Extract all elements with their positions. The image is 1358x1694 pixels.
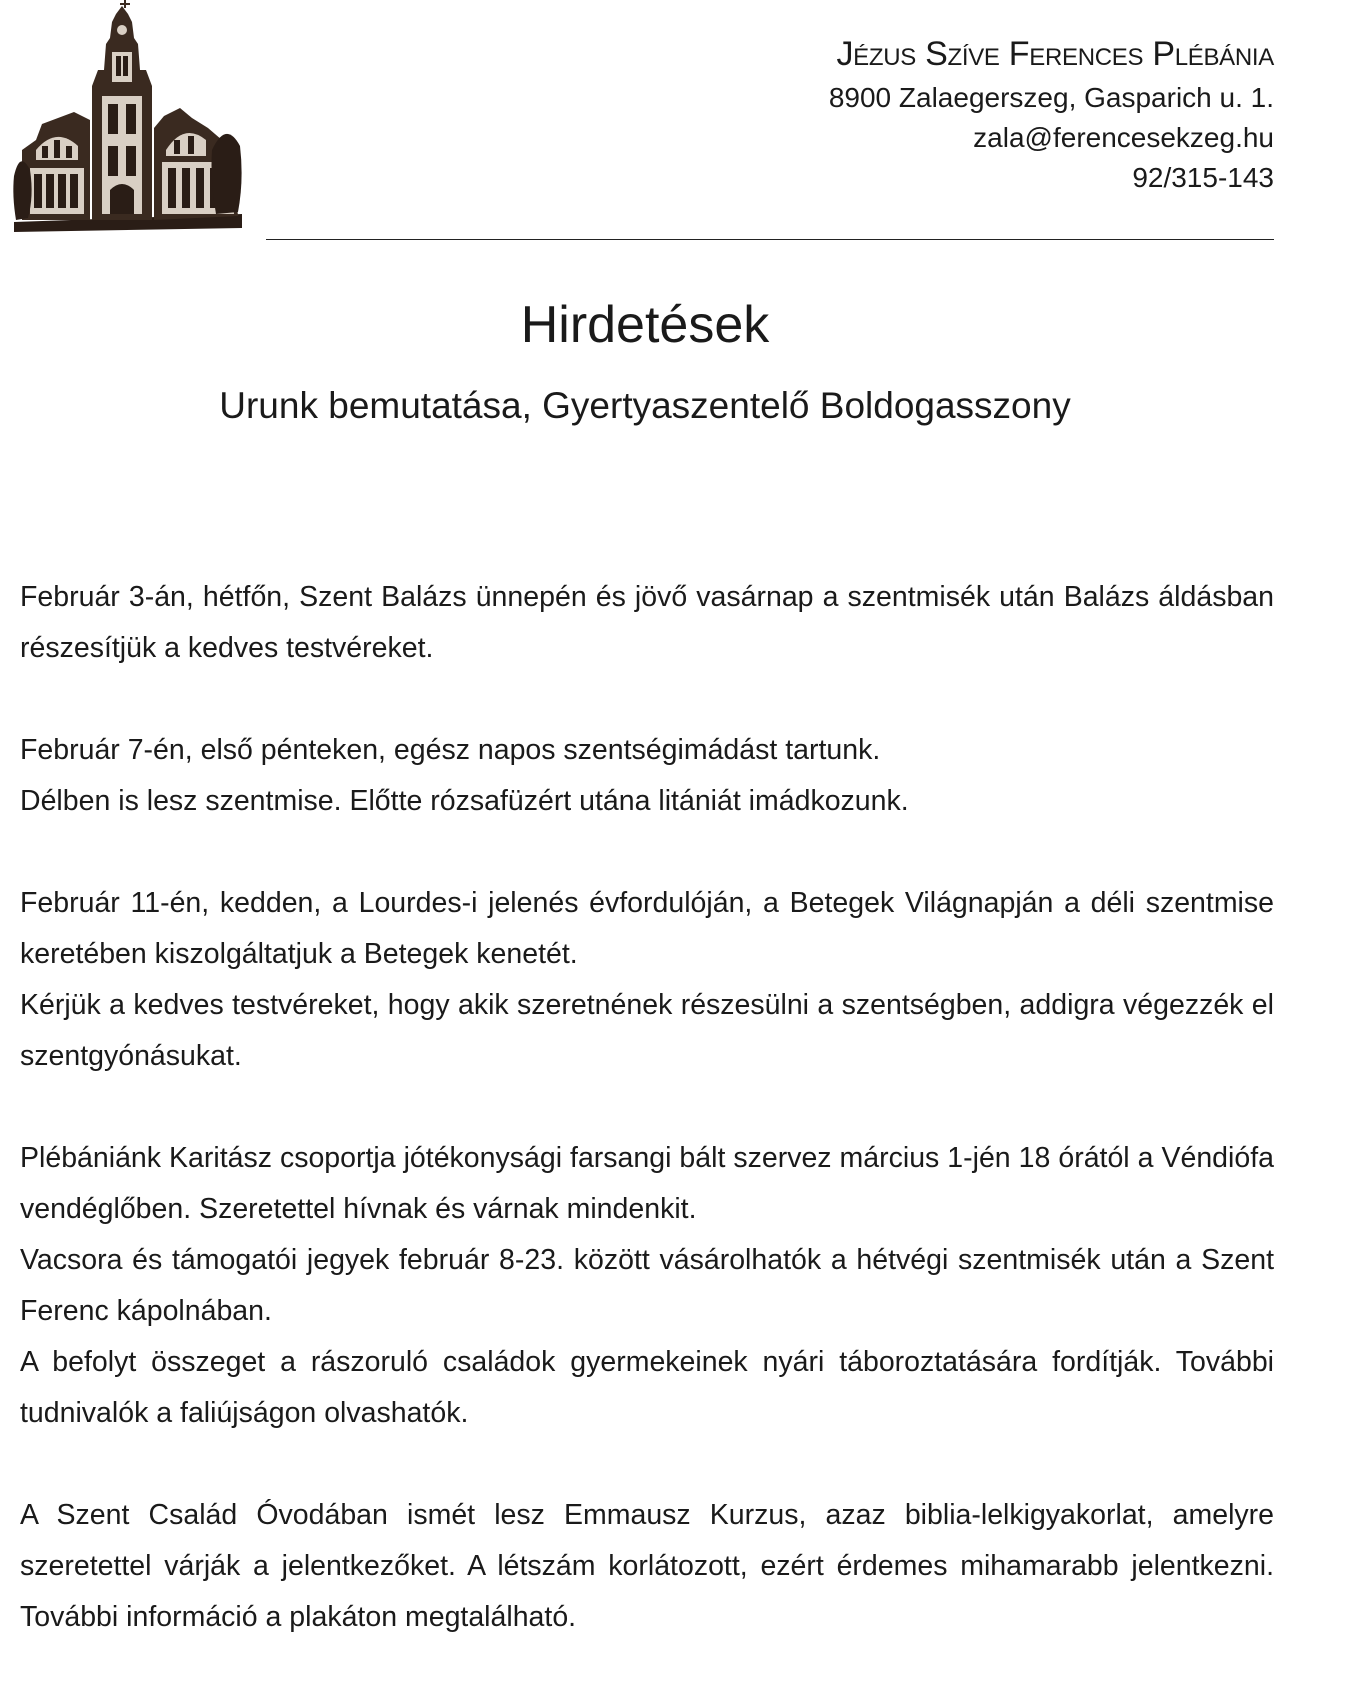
announcement-line: Plébániánk Karitász csoportja jótékonysági farsangi bált szervez március 1-jén 18 órától a Véndiófa vendéglőben. Szeretettel hívnak és várnak mindenkit. bbox=[20, 1142, 1274, 1225]
announcement-paragraph bbox=[20, 725, 1274, 827]
page-title: Hirdetések bbox=[520, 296, 770, 354]
church-logo-icon bbox=[12, 0, 244, 238]
parish-address: 8900 Zalaegerszeg, Gasparich u. 1. bbox=[828, 82, 1274, 113]
announcement-line: Február 3-án, hétfőn, Szent Balázs ünnepén és jövő vasárnap a szentmisék után Balázs áldásban részesítjük a kedves testvéreket. bbox=[20, 581, 1274, 664]
announcement-line: Február 11-én, kedden, a Lourdes-i jelenés évfordulóján, a Betegek Világnapján a déli szentmise keretében kiszolgáltatjuk a Betegek kenetét. bbox=[20, 887, 1274, 970]
announcement-line: A Szent Család Óvodában ismét lesz Emmausz Kurzus, azaz biblia-lelkigyakorlat, amelyre szeretettel várják a jelentkezőket. A létszám korlátozott, ezért érdemes mihamarabb jelentkezni. További információ a plakáton megtalálható. bbox=[20, 1499, 1274, 1633]
parish-header bbox=[829, 30, 1274, 198]
announcements-body bbox=[20, 572, 1274, 1694]
announcement-paragraph bbox=[20, 878, 1274, 1082]
header-divider bbox=[266, 239, 1274, 240]
parish-email[interactable]: zala@ferencesekzeg.hu bbox=[973, 122, 1274, 153]
announcement-paragraph bbox=[20, 1490, 1274, 1643]
announcement-line: Vacsora és támogatói jegyek február 8-23. között vásárolhatók a hétvégi szentmisék után a Szent Ferenc kápolnában. bbox=[20, 1244, 1274, 1327]
announcement-paragraph bbox=[20, 572, 1274, 674]
announcement-line: A befolyt összeget a rászoruló családok gyermekeinek nyári táboroztatására fordítják. További tudnivalók a faliújságon olvashatók. bbox=[20, 1346, 1274, 1429]
announcement-line: Kérjük a kedves testvéreket, hogy akik szeretnének részesülni a szentségben, addigra végezzék el szentgyónásukat. bbox=[20, 989, 1274, 1072]
announcement-line: Délben is lesz szentmise. Előtte rózsafüzért utána litániát imádkozunk. bbox=[20, 785, 909, 817]
announcement-paragraph bbox=[20, 1133, 1274, 1439]
announcement-line: Február 7-én, első pénteken, egész napos szentségimádást tartunk. bbox=[20, 734, 881, 766]
parish-name: Jézus Szíve Ferences Plébánia bbox=[836, 35, 1274, 73]
page-subtitle: Urunk bemutatása, Gyertyaszentelő Boldogasszony bbox=[219, 385, 1071, 426]
parish-phone: 92/315-143 bbox=[1132, 162, 1274, 193]
